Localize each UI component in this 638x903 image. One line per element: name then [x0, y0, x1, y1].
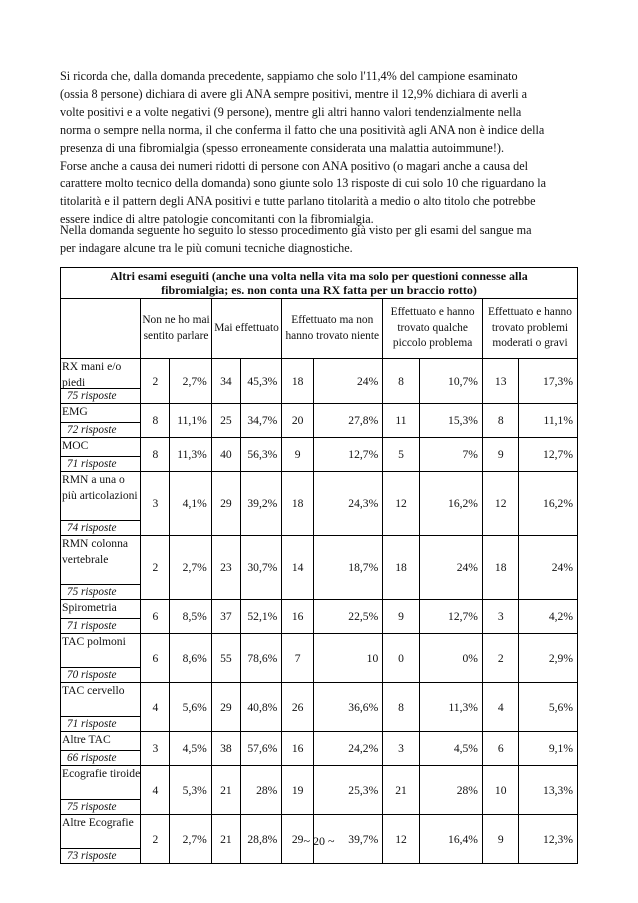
count-cell: 13: [482, 359, 518, 404]
count-cell: 23: [211, 536, 240, 600]
percent-cell: 17,3%: [519, 359, 578, 404]
text-line: titolarità e il pattern degli ANA positivi e tutte parlano titolarità a medio o alto titolo che potrebbe: [60, 194, 536, 209]
count-cell: 34: [211, 359, 240, 404]
count-cell: 9: [282, 438, 314, 472]
count-cell: 9: [482, 815, 518, 864]
response-count: 66 risposte: [61, 750, 140, 765]
percent-cell: 2,7%: [170, 536, 211, 600]
exam-name: EMG: [62, 405, 88, 418]
count-cell: 40: [211, 438, 240, 472]
percent-cell: 7%: [419, 438, 482, 472]
percent-cell: 2,7%: [170, 359, 211, 404]
percent-cell: 16,2%: [519, 472, 578, 536]
response-count: 73 risposte: [61, 848, 140, 863]
count-cell: 21: [211, 766, 240, 815]
table-row: [61, 472, 578, 536]
count-cell: 3: [141, 472, 170, 536]
table-row: [61, 766, 578, 815]
percent-cell: 10: [313, 634, 382, 683]
count-cell: 25: [211, 404, 240, 438]
exam-name: TAC cervello: [62, 684, 125, 697]
exam-name: RMN a una o più articolazioni: [62, 473, 138, 502]
percent-cell: 78,6%: [240, 634, 281, 683]
count-cell: 8: [383, 359, 419, 404]
count-cell: 12: [383, 472, 419, 536]
row-label-cell: [61, 600, 141, 634]
count-cell: 8: [482, 404, 518, 438]
count-cell: 19: [282, 766, 314, 815]
percent-cell: 8,6%: [170, 634, 211, 683]
text-line: volte positivi e a volte negativi (9 persone), mentre gli altri hanno valori tendenzialmente nella: [60, 104, 522, 119]
text-line: Si ricorda che, dalla domanda precedente, sappiamo che solo l'11,4% del campione esaminato: [60, 69, 518, 83]
count-cell: 0: [383, 634, 419, 683]
page-number: ~ 20 ~: [303, 834, 335, 848]
table-header-row: [61, 299, 578, 359]
table-title: [61, 268, 578, 299]
count-cell: 8: [141, 438, 170, 472]
count-cell: 29: [282, 815, 314, 864]
percent-cell: 52,1%: [240, 600, 281, 634]
header-corner-cell: [61, 299, 141, 359]
count-cell: 8: [383, 683, 419, 732]
response-count: 75 risposte: [61, 584, 140, 599]
count-cell: 16: [282, 732, 314, 766]
percent-cell: 5,3%: [170, 766, 211, 815]
percent-cell: 22,5%: [313, 600, 382, 634]
percent-cell: 11,1%: [170, 404, 211, 438]
percent-cell: 34,7%: [240, 404, 281, 438]
count-cell: 16: [282, 600, 314, 634]
percent-cell: 24,3%: [313, 472, 382, 536]
table-row: [61, 438, 578, 472]
row-label-cell: [61, 359, 141, 404]
table-title-row: [61, 268, 578, 299]
table-row: [61, 683, 578, 732]
count-cell: 4: [141, 766, 170, 815]
row-label-cell: [61, 472, 141, 536]
percent-cell: 18,7%: [313, 536, 382, 600]
percent-cell: 36,6%: [313, 683, 382, 732]
text-line: presenza di una fibromialgia (spesso erroneamente considerata una malattia autoimmune!).: [60, 140, 504, 155]
table-row: [61, 600, 578, 634]
exam-name: Spirometria: [62, 601, 117, 614]
percent-cell: 2,9%: [519, 634, 578, 683]
percent-cell: 24%: [519, 536, 578, 600]
percent-cell: 24%: [313, 359, 382, 404]
count-cell: 3: [482, 600, 518, 634]
count-cell: 12: [482, 472, 518, 536]
percent-cell: 24%: [419, 536, 482, 600]
row-label-cell: [61, 766, 141, 815]
percent-cell: 10,7%: [419, 359, 482, 404]
exam-name: Ecografie tiroide: [62, 767, 141, 780]
count-cell: 6: [482, 732, 518, 766]
table-row: [61, 404, 578, 438]
exam-name: Altre TAC: [62, 733, 111, 746]
percent-cell: 13,3%: [519, 766, 578, 815]
count-cell: 18: [482, 536, 518, 600]
percent-cell: 16,2%: [419, 472, 482, 536]
response-count: 74 risposte: [61, 520, 140, 535]
row-label-cell: [61, 404, 141, 438]
count-cell: 6: [141, 634, 170, 683]
text-line: (ossia 8 persone) dichiara di avere gli ANA sempre positivi, mentre il 12,9% dichiara di averli a: [60, 86, 528, 101]
percent-cell: 4,1%: [170, 472, 211, 536]
count-cell: 2: [482, 634, 518, 683]
text-line: norma o sempre nella norma, il che conferma il fatto che una positività agli ANA non è indice della: [60, 122, 545, 137]
percent-cell: 40,8%: [240, 683, 281, 732]
count-cell: 5: [383, 438, 419, 472]
diagnostic-exams-table: [60, 267, 578, 864]
response-count: 75 risposte: [61, 799, 140, 814]
column-header: Effettuato ma non hanno trovato niente: [282, 299, 383, 359]
table-row: [61, 634, 578, 683]
exam-name: RMN colonna vertebrale: [62, 537, 129, 566]
text-line: Forse anche a causa dei numeri ridotti di persone con ANA positivo (o magari anche a causa del: [60, 158, 529, 173]
count-cell: 10: [482, 766, 518, 815]
percent-cell: 12,7%: [419, 600, 482, 634]
row-label-cell: [61, 732, 141, 766]
count-cell: 26: [282, 683, 314, 732]
count-cell: 21: [211, 815, 240, 864]
response-count: 71 risposte: [61, 716, 140, 731]
percent-cell: 11,3%: [170, 438, 211, 472]
count-cell: 55: [211, 634, 240, 683]
count-cell: 29: [211, 683, 240, 732]
percent-cell: 5,6%: [170, 683, 211, 732]
table-title-line: Altri esami eseguiti (anche una volta nella vita ma solo per questioni connesse alla: [110, 268, 528, 283]
column-header: Mai effettuato: [211, 299, 282, 359]
count-cell: 3: [141, 732, 170, 766]
percent-cell: 28%: [419, 766, 482, 815]
count-cell: 6: [141, 600, 170, 634]
count-cell: 7: [282, 634, 314, 683]
count-cell: 9: [383, 600, 419, 634]
count-cell: 9: [482, 438, 518, 472]
row-label-cell: [61, 683, 141, 732]
text-line: Nella domanda seguente ho seguito lo stesso procedimento già visto per gli esami del sangue ma: [60, 223, 532, 237]
percent-cell: 39,2%: [240, 472, 281, 536]
text-line: per indagare alcune tra le più comuni tecniche diagnostiche.: [60, 240, 353, 255]
count-cell: 38: [211, 732, 240, 766]
count-cell: 18: [282, 472, 314, 536]
exam-name: RX mani e/o piedi: [62, 360, 122, 389]
paragraph-ana-summary: [60, 68, 578, 229]
percent-cell: 45,3%: [240, 359, 281, 404]
column-header: Non ne ho mai sentito parlare: [141, 299, 212, 359]
count-cell: 4: [482, 683, 518, 732]
count-cell: 4: [141, 683, 170, 732]
table-title-line: fibromialgia; es. non conta una RX fatta per un braccio rotto): [161, 283, 477, 297]
percent-cell: 2,7%: [170, 815, 211, 864]
percent-cell: 5,6%: [519, 683, 578, 732]
response-count: 72 risposte: [61, 422, 140, 437]
row-label-cell: [61, 634, 141, 683]
table-row: [61, 359, 578, 404]
count-cell: 12: [383, 815, 419, 864]
percent-cell: 11,1%: [519, 404, 578, 438]
exam-name: TAC polmoni: [62, 635, 126, 648]
percent-cell: 28%: [240, 766, 281, 815]
count-cell: 8: [141, 404, 170, 438]
table-row: [61, 536, 578, 600]
count-cell: 3: [383, 732, 419, 766]
count-cell: 18: [282, 359, 314, 404]
percent-cell: 11,3%: [419, 683, 482, 732]
percent-cell: 25,3%: [313, 766, 382, 815]
text-line: essere indice di altre patologie concomitanti con la fibromialgia.: [60, 212, 374, 227]
count-cell: 29: [211, 472, 240, 536]
percent-cell: 15,3%: [419, 404, 482, 438]
exam-name: MOC: [62, 439, 89, 452]
count-cell: 2: [141, 359, 170, 404]
text-line: carattere molto tecnico della domanda) sono giunte solo 13 risposte di cui solo 10 che riguardano la: [60, 176, 547, 191]
percent-cell: 4,5%: [419, 732, 482, 766]
count-cell: 20: [282, 404, 314, 438]
percent-cell: 4,2%: [519, 600, 578, 634]
column-header: Effettuato e hanno trovato problemi moderati o gravi: [482, 299, 577, 359]
count-cell: 2: [141, 536, 170, 600]
percent-cell: 39,7%: [313, 815, 382, 864]
paragraph-diagnostics-intro: [60, 222, 578, 258]
count-cell: 14: [282, 536, 314, 600]
percent-cell: 12,7%: [313, 438, 382, 472]
count-cell: 21: [383, 766, 419, 815]
response-count: 71 risposte: [61, 618, 140, 633]
percent-cell: 0%: [419, 634, 482, 683]
percent-cell: 8,5%: [170, 600, 211, 634]
percent-cell: 28,8%: [240, 815, 281, 864]
exam-name: Altre Ecografie: [62, 816, 134, 829]
percent-cell: 30,7%: [240, 536, 281, 600]
response-count: 71 risposte: [61, 456, 140, 471]
row-label-cell: [61, 536, 141, 600]
percent-cell: 12,7%: [519, 438, 578, 472]
percent-cell: 16,4%: [419, 815, 482, 864]
response-count: 70 risposte: [61, 667, 140, 682]
percent-cell: 27,8%: [313, 404, 382, 438]
percent-cell: 4,5%: [170, 732, 211, 766]
count-cell: 18: [383, 536, 419, 600]
percent-cell: 56,3%: [240, 438, 281, 472]
percent-cell: 9,1%: [519, 732, 578, 766]
count-cell: 37: [211, 600, 240, 634]
count-cell: 2: [141, 815, 170, 864]
percent-cell: 12,3%: [519, 815, 578, 864]
column-header: Effettuato e hanno trovato qualche piccolo problema: [383, 299, 483, 359]
row-label-cell: [61, 438, 141, 472]
count-cell: 11: [383, 404, 419, 438]
percent-cell: 24,2%: [313, 732, 382, 766]
percent-cell: 57,6%: [240, 732, 281, 766]
response-count: 75 risposte: [61, 388, 140, 403]
table-row: [61, 732, 578, 766]
